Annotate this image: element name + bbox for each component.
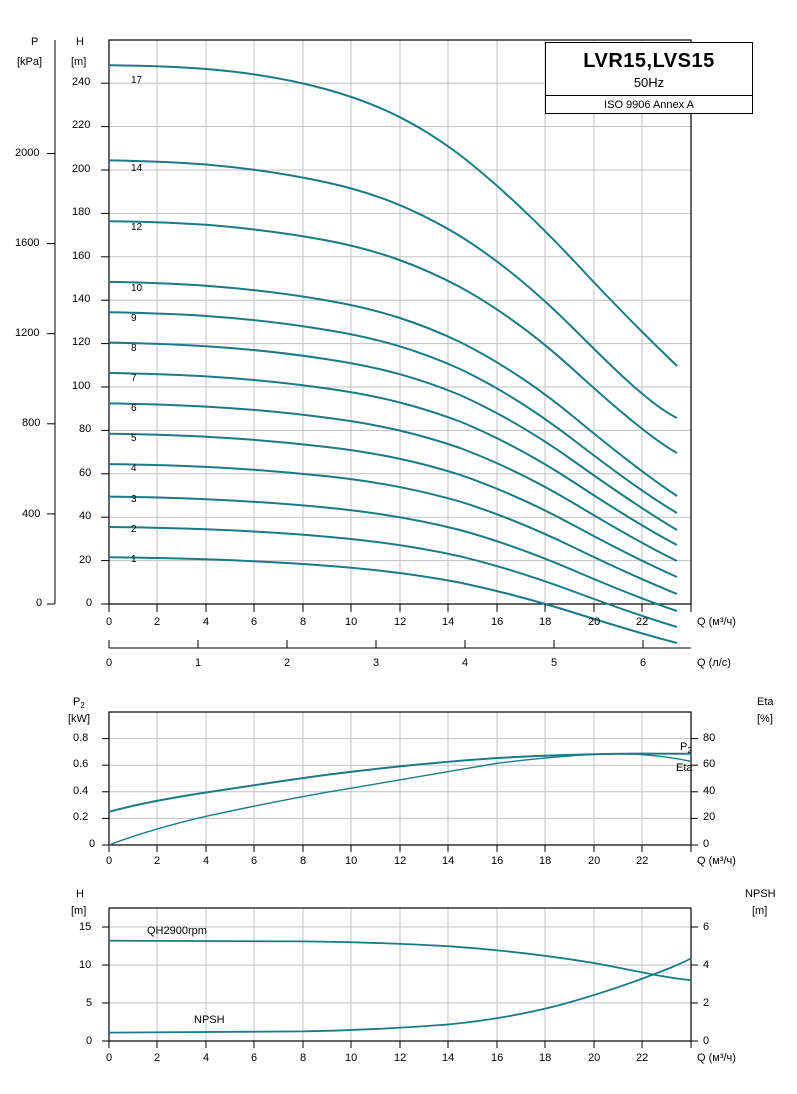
h-tick-80: 80	[79, 423, 92, 435]
series-label-npsh: NPSH	[194, 1014, 225, 1026]
bottom-q-tick-16: 16	[491, 1052, 504, 1064]
mid-q-tick-18: 18	[539, 855, 552, 867]
bottom-q-tick-0: 0	[106, 1052, 113, 1064]
x-axis-ticks-mid	[109, 845, 691, 852]
bottom-h-tick-15: 15	[79, 921, 92, 933]
bottom-q-tick-10: 10	[345, 1052, 358, 1064]
p2-tick-0_4: 0.4	[73, 785, 89, 797]
curve-label-2: 2	[131, 524, 137, 535]
q-tick-6: 6	[251, 616, 258, 628]
series-label-p2: $P_2$	[680, 741, 692, 756]
bottom-q-tick-18: 18	[539, 1052, 552, 1064]
eta-tick-80: 80	[703, 732, 716, 744]
grid-lines	[109, 40, 691, 604]
curve-label-9: 9	[131, 313, 137, 324]
p2-tick-0_2: 0.2	[73, 811, 89, 823]
qls-tick-4: 4	[462, 657, 469, 669]
eta-tick-20: 20	[703, 811, 716, 823]
eta-tick-0: 0	[703, 838, 710, 850]
mid-q-tick-14: 14	[442, 855, 455, 867]
title-box	[545, 42, 753, 114]
curve-label-1: 1	[131, 554, 137, 565]
h-tick-60: 60	[79, 467, 92, 479]
bottom-q-axis-title: Q (м³/ч)	[697, 1052, 736, 1064]
q-tick-4: 4	[203, 616, 210, 628]
bottom-h-axis-unit: [m]	[71, 905, 87, 917]
curve-label-17: 17	[131, 75, 143, 86]
eta-tick-40: 40	[703, 785, 716, 797]
q-ls-axis-title: Q (л/с)	[697, 657, 731, 669]
h-tick-40: 40	[79, 510, 92, 522]
bottom-h-axis-label: H	[76, 888, 84, 900]
p-tick-1600: 1600	[15, 237, 40, 249]
curve-label-7: 7	[131, 373, 137, 384]
mid-q-tick-16: 16	[491, 855, 504, 867]
h-tick-160: 160	[72, 250, 91, 262]
h-tick-0: 0	[86, 597, 93, 609]
bottom-q-tick-20: 20	[588, 1052, 601, 1064]
q-tick-10: 10	[345, 616, 358, 628]
mid-q-tick-6: 6	[251, 855, 258, 867]
mid-q-tick-8: 8	[300, 855, 307, 867]
curve-label-8: 8	[131, 343, 137, 354]
mid-q-tick-22: 22	[636, 855, 649, 867]
bottom-q-tick-14: 14	[442, 1052, 455, 1064]
bottom-q-tick-12: 12	[394, 1052, 407, 1064]
p-tick-0: 0	[36, 597, 43, 609]
eta-tick-60: 60	[703, 758, 716, 770]
mid-q-tick-0: 0	[106, 855, 113, 867]
eta-axis-unit: [%]	[757, 713, 773, 725]
npsh-tick-6: 6	[703, 921, 710, 933]
bottom-q-tick-6: 6	[251, 1052, 258, 1064]
h-tick-220: 220	[72, 119, 91, 131]
power-efficiency-chart	[0, 690, 797, 880]
qls-tick-6: 6	[640, 657, 647, 669]
standard-label: ISO 9906 Annex A	[546, 95, 752, 111]
q-tick-14: 14	[442, 616, 455, 628]
bottom-h-tick-0: 0	[86, 1035, 93, 1047]
bottom-q-tick-2: 2	[154, 1052, 161, 1064]
bottom-h-tick-10: 10	[79, 959, 92, 971]
mid-q-tick-20: 20	[588, 855, 601, 867]
h-tick-120: 120	[72, 336, 91, 348]
q-tick-8: 8	[300, 616, 307, 628]
qls-tick-2: 2	[284, 657, 291, 669]
qls-tick-5: 5	[551, 657, 558, 669]
h-tick-200: 200	[72, 163, 91, 175]
y-axis-h-ticks	[101, 83, 109, 604]
mid-q-tick-2: 2	[154, 855, 161, 867]
curve-label-6: 6	[131, 403, 137, 414]
model-title: LVR15,LVS15	[583, 50, 715, 72]
y-axis-p-ticks	[47, 40, 55, 604]
npsh-axis-unit: [m]	[752, 905, 768, 917]
curve-label-10: 10	[131, 283, 143, 294]
p-tick-400: 400	[22, 508, 41, 520]
grid-lines-mid	[109, 712, 691, 845]
series-label-eta: Eta	[676, 762, 693, 774]
p2-tick-0: 0	[89, 838, 96, 850]
bottom-q-tick-4: 4	[203, 1052, 210, 1064]
npsh-svg	[0, 880, 797, 1080]
frequency-label: 50Hz	[633, 75, 665, 90]
npsh-axis-label: NPSH	[745, 888, 776, 900]
q-tick-12: 12	[394, 616, 407, 628]
head-curves	[109, 65, 677, 643]
p2-axis-label: $P_2$	[73, 696, 85, 711]
bottom-q-tick-8: 8	[300, 1052, 307, 1064]
npsh-chart	[0, 880, 797, 1080]
q-m3h-axis-title: Q (м³/ч)	[697, 616, 736, 628]
x-axis-ticks-bottom	[109, 1041, 691, 1048]
power-efficiency-svg	[0, 690, 797, 880]
curve-label-3: 3	[131, 494, 137, 505]
series-label-qh2900: QH2900rpm	[147, 925, 207, 937]
p-kpa-axis-label: P	[31, 36, 39, 48]
h-tick-180: 180	[72, 206, 91, 218]
h-axis-label: H	[76, 36, 84, 48]
q-tick-20: 20	[588, 616, 601, 628]
p2-tick-0_6: 0.6	[73, 758, 89, 770]
x-axis-ls	[109, 640, 691, 648]
p-tick-1200: 1200	[15, 327, 40, 339]
h-tick-240: 240	[72, 76, 91, 88]
curve-label-5: 5	[131, 433, 137, 444]
p2-tick-0_8: 0.8	[73, 732, 89, 744]
npsh-tick-4: 4	[703, 959, 710, 971]
h-tick-20: 20	[79, 554, 92, 566]
npsh-tick-2: 2	[703, 997, 710, 1009]
q-tick-18: 18	[539, 616, 552, 628]
qls-tick-0: 0	[106, 657, 113, 669]
mid-q-tick-12: 12	[394, 855, 407, 867]
bottom-q-tick-22: 22	[636, 1052, 649, 1064]
p2-axis-unit: [kW]	[68, 713, 90, 725]
npsh-tick-0: 0	[703, 1035, 710, 1047]
bottom-h-tick-5: 5	[86, 997, 93, 1009]
mid-q-tick-10: 10	[345, 855, 358, 867]
qls-tick-1: 1	[195, 657, 202, 669]
qls-tick-3: 3	[373, 657, 380, 669]
h-tick-100: 100	[72, 380, 91, 392]
p-tick-800: 800	[22, 417, 41, 429]
mid-q-tick-4: 4	[203, 855, 210, 867]
h-axis-unit: [m]	[71, 56, 87, 68]
p-kpa-axis-unit: [kPa]	[17, 56, 43, 68]
q-tick-16: 16	[491, 616, 504, 628]
p-tick-2000: 2000	[15, 147, 40, 159]
curve-label-14: 14	[131, 163, 143, 174]
h-tick-140: 140	[72, 293, 91, 305]
x-axis-ticks	[109, 604, 691, 612]
curve-label-12: 12	[131, 222, 143, 233]
mid-q-axis-title: Q (м³/ч)	[697, 855, 736, 867]
q-tick-2: 2	[154, 616, 161, 628]
curve-label-4: 4	[131, 463, 137, 474]
q-tick-0: 0	[106, 616, 113, 628]
eta-axis-label: Eta	[757, 696, 774, 708]
q-tick-22: 22	[636, 616, 649, 628]
